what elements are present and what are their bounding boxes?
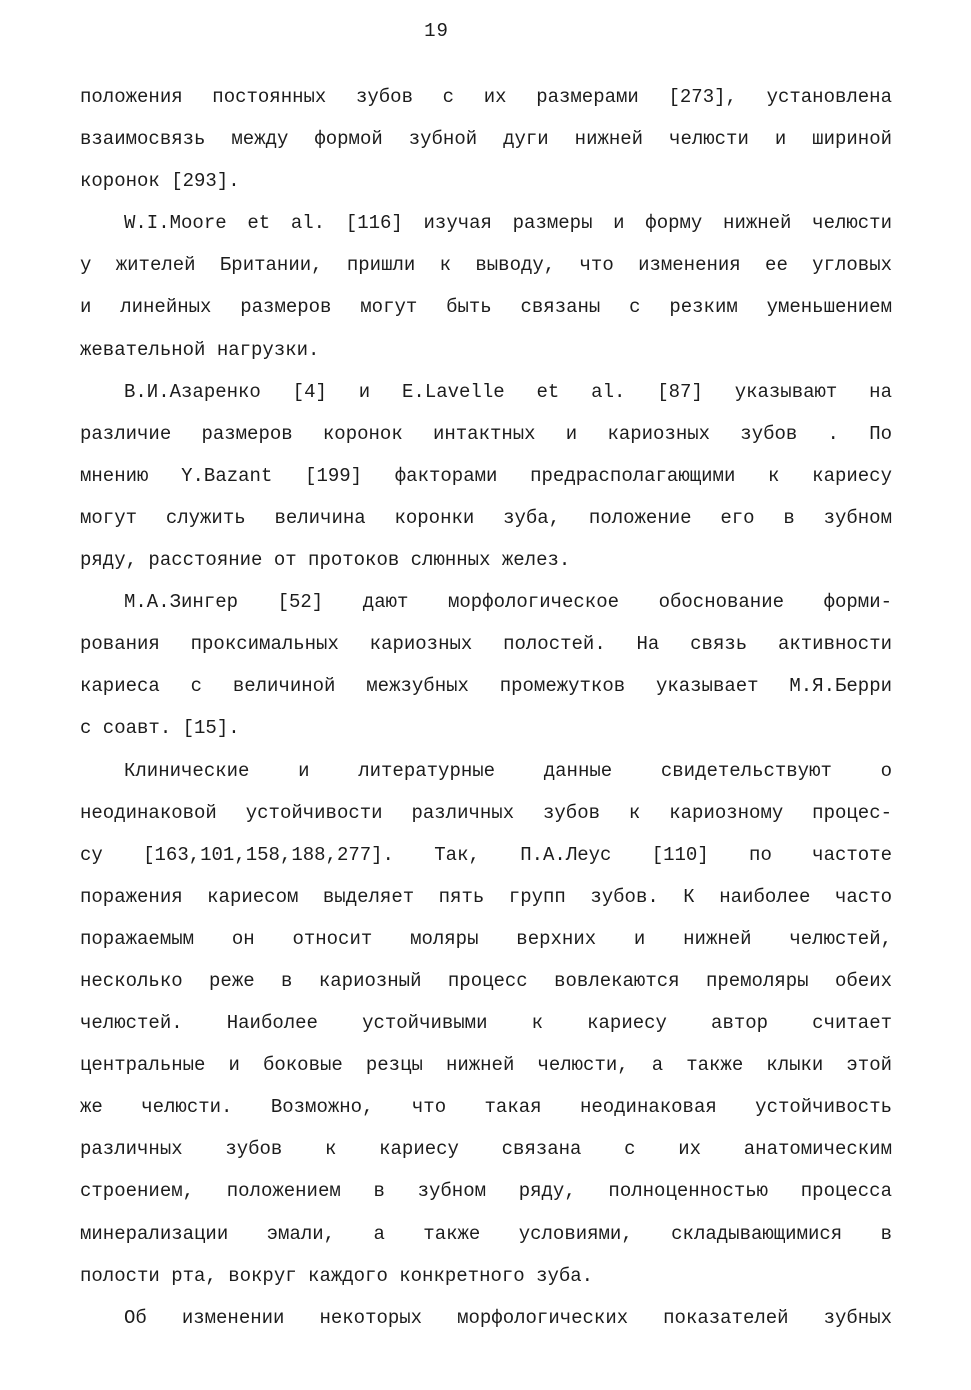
text-line: минерализации эмали, а также условиями, складывающимися в [80, 1222, 892, 1245]
text-line: строением, положением в зубном ряду, полноценностью процесса [80, 1180, 892, 1203]
text-line: Клинические и литературные данные свидетельствуют о [124, 759, 892, 782]
text-line: и линейных размеров могут быть связаны с резким уменьшением [80, 296, 892, 319]
text-line: поражаемым он относит моляры верхних и нижней челюстей, [80, 927, 892, 950]
text-line: у жителей Британии, пришли к выводу, что изменения ее угловых [80, 254, 892, 277]
text-line: различие размеров коронок интактных и кариозных зубов . По [80, 422, 892, 445]
text-line: несколько реже в кариозный процесс вовлекаются премоляры обеих [80, 969, 892, 992]
text-line: коронок [293]. [80, 170, 240, 193]
text-line: поражения кариесом выделяет пять групп зубов. К наиболее часто [80, 885, 892, 908]
text-line: взаимосвязь между формой зубной дуги нижней челюсти и шириной [80, 128, 892, 151]
text-line: неодинаковой устойчивости различных зубов к кариозному процес- [80, 801, 892, 824]
text-line: Об изменении некоторых морфологических показателей зубных [124, 1306, 892, 1329]
text-line: рования проксимальных кариозных полостей. На связь активности [80, 633, 892, 656]
text-line: мнению Y.Bazant [199] факторами предрасполагающими к кариесу [80, 464, 892, 487]
text-line: же челюсти. Возможно, что такая неодинаковая устойчивость [80, 1096, 892, 1119]
text-line: полости рта, вокруг каждого конкретного зуба. [80, 1264, 594, 1287]
text-line: жевательной нагрузки. [80, 338, 320, 361]
text-line: кариеса с величиной межзубных промежутков указывает М.Я.Берри [80, 675, 892, 698]
text-line: челюстей. Наиболее устойчивыми к кариесу автор считает [80, 1012, 892, 1035]
text-line: В.И.Азаренко [4] и E.Lavelle et al. [87] указывают на [124, 380, 892, 403]
body-text [80, 76, 892, 1339]
text-line: могут служить величина коронки зуба, положение его в зубном [80, 506, 892, 529]
text-line: ряду, расстояние от протоков слюнных желез. [80, 549, 571, 572]
text-line: различных зубов к кариесу связана с их анатомическим [80, 1138, 892, 1161]
text-line: с соавт. [15]. [80, 717, 240, 740]
text-line: М.А.Зингер [52] дают морфологическое обоснование форми- [124, 591, 892, 614]
text-line: W.I.Moore et al. [116] изучая размеры и форму нижней челюсти [124, 212, 892, 235]
text-line: су [163,101,158,188,277]. Так, П.А.Леус [110] по частоте [80, 843, 892, 866]
text-line: центральные и боковые резцы нижней челюсти, а также клыки этой [80, 1054, 892, 1077]
text-line: положения постоянных зубов с их размерами [273], установлена [80, 86, 892, 108]
page-number: 19 [424, 20, 449, 42]
